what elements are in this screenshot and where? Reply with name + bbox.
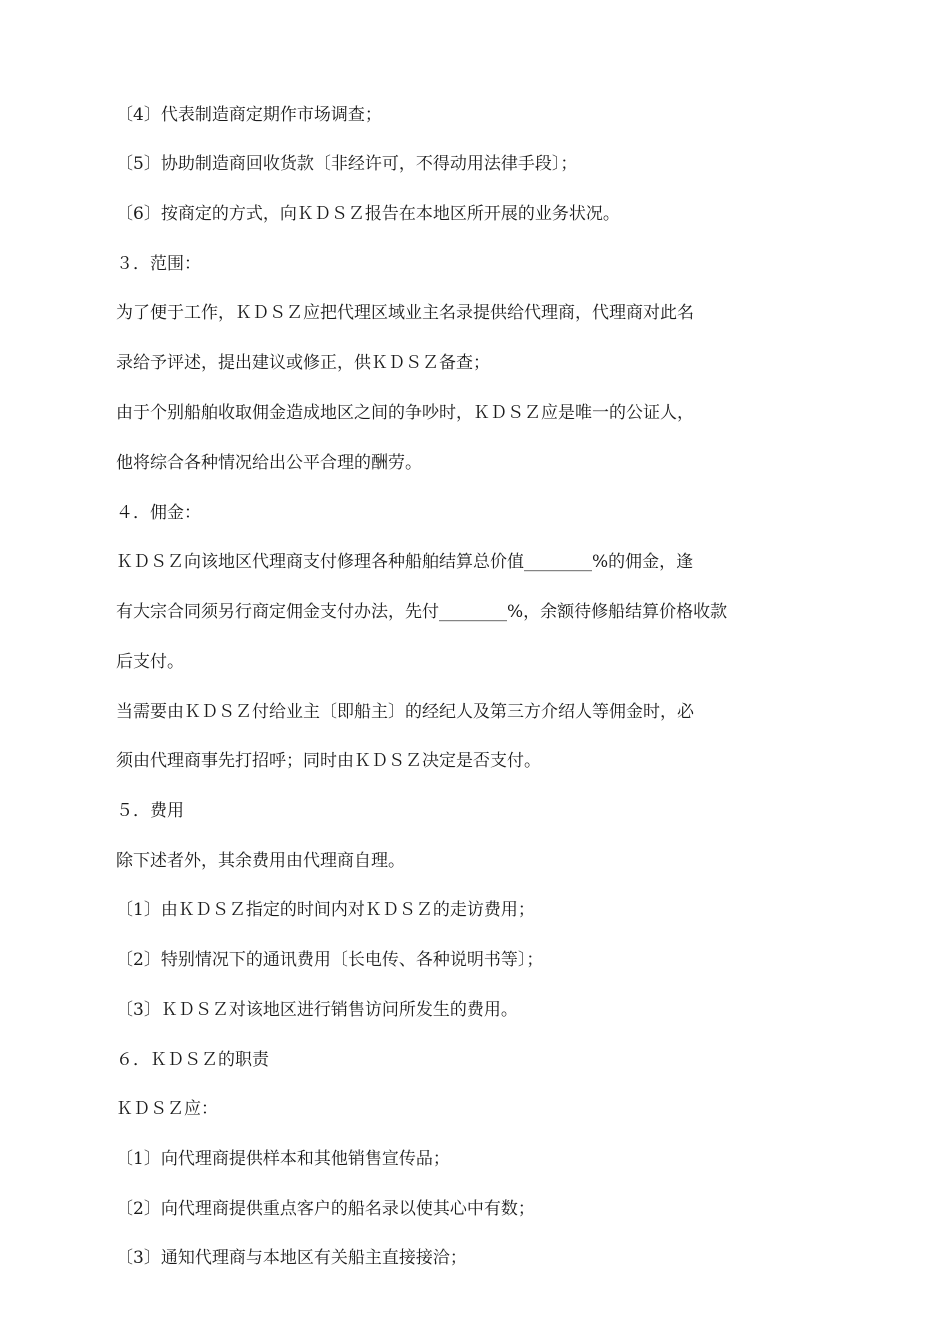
clause-5-collect-payment: 〔5〕协助制造商回收货款〔非经许可，不得动用法律手段〕；: [116, 154, 578, 174]
expenses-intro: 除下述者外，其余费用由代理商自理。: [116, 851, 405, 871]
section-4-heading: ４．佣金：: [116, 503, 201, 523]
kdsz-duty-item-1: 〔1〕向代理商提供样本和其他销售宣传品；: [116, 1149, 450, 1169]
expense-item-1: 〔1〕由ＫＤＳＺ指定的时间内对ＫＤＳＺ的走访费用；: [116, 900, 535, 920]
commission-paragraph-line-3: 后支付。: [116, 652, 184, 672]
scope-paragraph-line-3: 由于个别船舶收取佣金造成地区之间的争吵时，ＫＤＳＺ应是唯一的公证人，: [116, 403, 694, 423]
kdsz-duties-intro: ＫＤＳＺ应：: [116, 1099, 218, 1119]
kdsz-duty-item-2: 〔2〕向代理商提供重点客户的船名录以使其心中有数；: [116, 1199, 535, 1219]
scope-paragraph-line-1: 为了便于工作，ＫＤＳＺ应把代理区域业主名录提供给代理商，代理商对此名: [116, 303, 694, 323]
commission-paragraph-line-2: 有大宗合同须另行商定佣金支付办法，先付________%，余额待修船结算价格收款: [116, 602, 728, 622]
expense-item-2: 〔2〕特别情况下的通讯费用〔长电传、各种说明书等〕；: [116, 950, 544, 970]
commission-paragraph-line-5: 须由代理商事先打招呼；同时由ＫＤＳＺ决定是否支付。: [116, 751, 541, 771]
section-5-heading: ５．费用: [116, 801, 184, 821]
section-3-heading: ３．范围：: [116, 254, 201, 274]
clause-6-report-business: 〔6〕按商定的方式，向ＫＤＳＺ报告在本地区所开展的业务状况。: [116, 204, 620, 224]
section-6-heading: ６．ＫＤＳＺ的职责: [116, 1050, 269, 1070]
commission-paragraph-line-4: 当需要由ＫＤＳＺ付给业主〔即船主〕的经纪人及第三方介绍人等佣金时，必: [116, 702, 694, 722]
scope-paragraph-line-2: 录给予评述，提出建议或修正，供ＫＤＳＺ备查；: [116, 353, 490, 373]
commission-paragraph-line-1: ＫＤＳＺ向该地区代理商支付修理各种船舶结算总价值________%的佣金，逢: [116, 552, 694, 572]
expense-item-3: 〔3〕ＫＤＳＺ对该地区进行销售访问所发生的费用。: [116, 1000, 518, 1020]
scope-paragraph-line-4: 他将综合各种情况给出公平合理的酬劳。: [116, 453, 422, 473]
kdsz-duty-item-3: 〔3〕通知代理商与本地区有关船主直接接洽；: [116, 1248, 467, 1268]
clause-4-market-survey: 〔4〕代表制造商定期作市场调查；: [116, 105, 382, 125]
